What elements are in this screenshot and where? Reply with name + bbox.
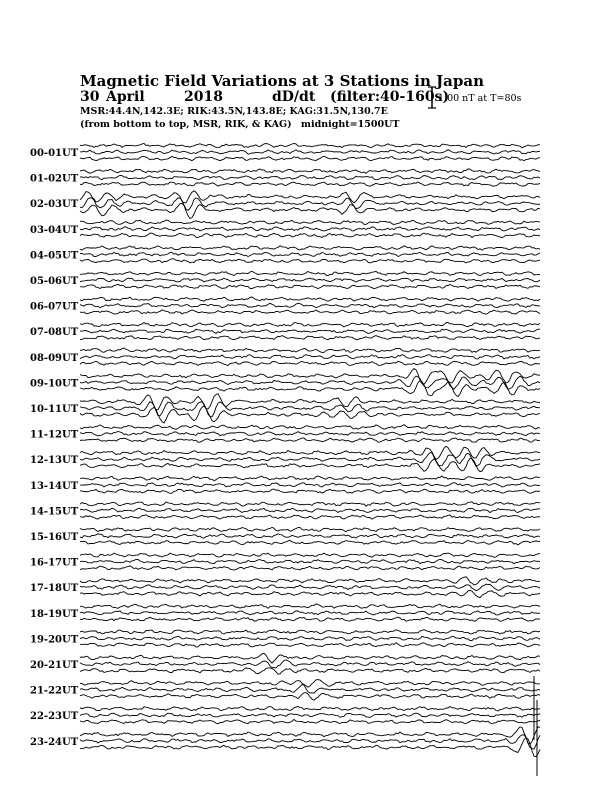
trace-KAG-14-15UT xyxy=(80,502,540,506)
trace-KAG-23-24UT xyxy=(80,727,540,744)
row-label-17-18UT: 17-18UT xyxy=(30,583,79,595)
trace-KAG-03-04UT xyxy=(80,220,540,224)
quantity-label: dD/dt xyxy=(272,89,316,105)
trace-KAG-05-06UT xyxy=(80,271,540,275)
trace-MSR-03-04UT xyxy=(80,233,540,238)
trace-RIK-13-14UT xyxy=(80,483,540,487)
trace-MSR-18-19UT xyxy=(80,617,540,621)
trace-KAG-08-09UT xyxy=(80,348,540,352)
row-label-00-01UT: 00-01UT xyxy=(30,148,79,159)
trace-KAG-07-08UT xyxy=(80,323,540,328)
trace-RIK-05-06UT xyxy=(80,278,540,282)
row-label-22-23UT: 22-23UT xyxy=(30,711,79,723)
trace-KAG-22-23UT xyxy=(80,706,540,711)
trace-MSR-08-09UT xyxy=(80,361,540,365)
scale-label: 1.00 nT at T=80s xyxy=(438,93,522,104)
trace-KAG-02-03UT xyxy=(80,191,540,203)
date-day: 30 xyxy=(80,89,100,105)
order-note: (from bottom to top, MSR, RIK, & KAG) xyxy=(80,119,292,130)
row-label-18-19UT: 18-19UT xyxy=(30,608,79,620)
row-label-15-16UT: 15-16UT xyxy=(30,532,79,543)
row-label-01-02UT: 01-02UT xyxy=(30,173,79,185)
trace-RIK-22-23UT xyxy=(80,713,540,717)
trace-RIK-16-17UT xyxy=(80,559,540,563)
trace-RIK-04-05UT xyxy=(80,252,540,256)
trace-RIK-03-04UT xyxy=(80,227,540,231)
trace-MSR-17-18UT xyxy=(80,590,540,597)
trace-KAG-00-01UT xyxy=(80,143,540,147)
row-label-08-09UT: 08-09UT xyxy=(30,352,79,364)
trace-MSR-00-01UT xyxy=(80,156,540,160)
trace-RIK-11-12UT xyxy=(80,432,540,436)
trace-KAG-06-07UT xyxy=(80,297,540,301)
date-year: 2018 xyxy=(184,89,223,105)
trace-RIK-10-11UT xyxy=(80,402,540,417)
trace-RIK-01-02UT xyxy=(80,175,540,179)
row-label-06-07UT: 06-07UT xyxy=(30,301,79,313)
trace-MSR-02-03UT xyxy=(80,203,540,218)
row-label-07-08UT: 07-08UT xyxy=(30,327,79,339)
trace-RIK-07-08UT xyxy=(80,329,540,333)
trace-RIK-06-07UT xyxy=(80,303,540,308)
trace-MSR-21-22UT xyxy=(80,693,540,701)
trace-KAG-04-05UT xyxy=(80,246,540,250)
trace-KAG-19-20UT xyxy=(80,630,540,634)
row-label-12-13UT: 12-13UT xyxy=(30,455,79,467)
trace-MSR-22-23UT xyxy=(80,720,540,724)
row-label-13-14UT: 13-14UT xyxy=(30,480,79,492)
trace-MSR-13-14UT xyxy=(80,489,540,493)
row-label-11-12UT: 11-12UT xyxy=(30,429,79,441)
trace-RIK-18-19UT xyxy=(80,611,540,615)
trace-KAG-17-18UT xyxy=(80,577,540,585)
trace-MSR-07-08UT xyxy=(80,336,540,340)
trace-RIK-00-01UT xyxy=(80,150,540,154)
trace-MSR-20-21UT xyxy=(80,668,540,674)
trace-KAG-21-22UT xyxy=(80,680,540,688)
chart-title: Magnetic Field Variations at 3 Stations in Japan xyxy=(80,72,485,90)
trace-KAG-10-11UT xyxy=(80,394,540,410)
trace-MSR-10-11UT xyxy=(80,406,540,423)
trace-MSR-16-17UT xyxy=(80,566,540,570)
trace-RIK-20-21UT xyxy=(80,660,540,668)
trace-RIK-15-16UT xyxy=(80,534,540,538)
trace-MSR-06-07UT xyxy=(80,310,540,314)
trace-RIK-02-03UT xyxy=(80,198,540,211)
row-label-09-10UT: 09-10UT xyxy=(30,378,79,390)
trace-RIK-08-09UT xyxy=(80,355,540,359)
trace-KAG-11-12UT xyxy=(80,425,540,430)
row-label-19-20UT: 19-20UT xyxy=(30,634,79,646)
trace-KAG-01-02UT xyxy=(80,169,540,174)
trace-MSR-14-15UT xyxy=(80,515,540,520)
trace-KAG-15-16UT xyxy=(80,527,540,531)
row-label-04-05UT: 04-05UT xyxy=(30,250,79,262)
stations-line: MSR:44.4N,142.3E; RIK:43.5N,143.8E; KAG:31.5N,130.7E xyxy=(80,106,388,117)
trace-MSR-11-12UT xyxy=(80,438,540,442)
row-label-10-11UT: 10-11UT xyxy=(30,404,79,415)
row-label-23-24UT: 23-24UT xyxy=(30,736,79,748)
row-label-16-17UT: 16-17UT xyxy=(30,557,79,569)
trace-RIK-14-15UT xyxy=(80,508,540,512)
filter-label: (filter:40-160s) xyxy=(330,89,450,105)
trace-RIK-17-18UT xyxy=(80,584,540,591)
trace-KAG-18-19UT xyxy=(80,604,540,609)
row-label-21-22UT: 21-22UT xyxy=(30,685,79,697)
trace-MSR-09-10UT xyxy=(80,381,540,397)
trace-RIK-19-20UT xyxy=(80,636,540,640)
trace-KAG-13-14UT xyxy=(80,476,540,481)
row-label-20-21UT: 20-21UT xyxy=(30,660,79,671)
row-label-05-06UT: 05-06UT xyxy=(30,276,79,287)
midnight-note: midnight=1500UT xyxy=(300,119,400,130)
row-label-03-04UT: 03-04UT xyxy=(30,224,79,236)
trace-MSR-04-05UT xyxy=(80,259,540,263)
trace-MSR-05-06UT xyxy=(80,284,540,288)
date-month: April xyxy=(106,89,145,105)
trace-MSR-15-16UT xyxy=(80,540,540,544)
row-label-02-03UT: 02-03UT xyxy=(30,199,79,211)
row-label-14-15UT: 14-15UT xyxy=(30,506,79,518)
trace-KAG-16-17UT xyxy=(80,553,540,557)
trace-MSR-12-13UT xyxy=(80,459,540,472)
trace-KAG-20-21UT xyxy=(80,653,540,663)
trace-MSR-19-20UT xyxy=(80,643,540,647)
trace-MSR-01-02UT xyxy=(80,182,540,186)
